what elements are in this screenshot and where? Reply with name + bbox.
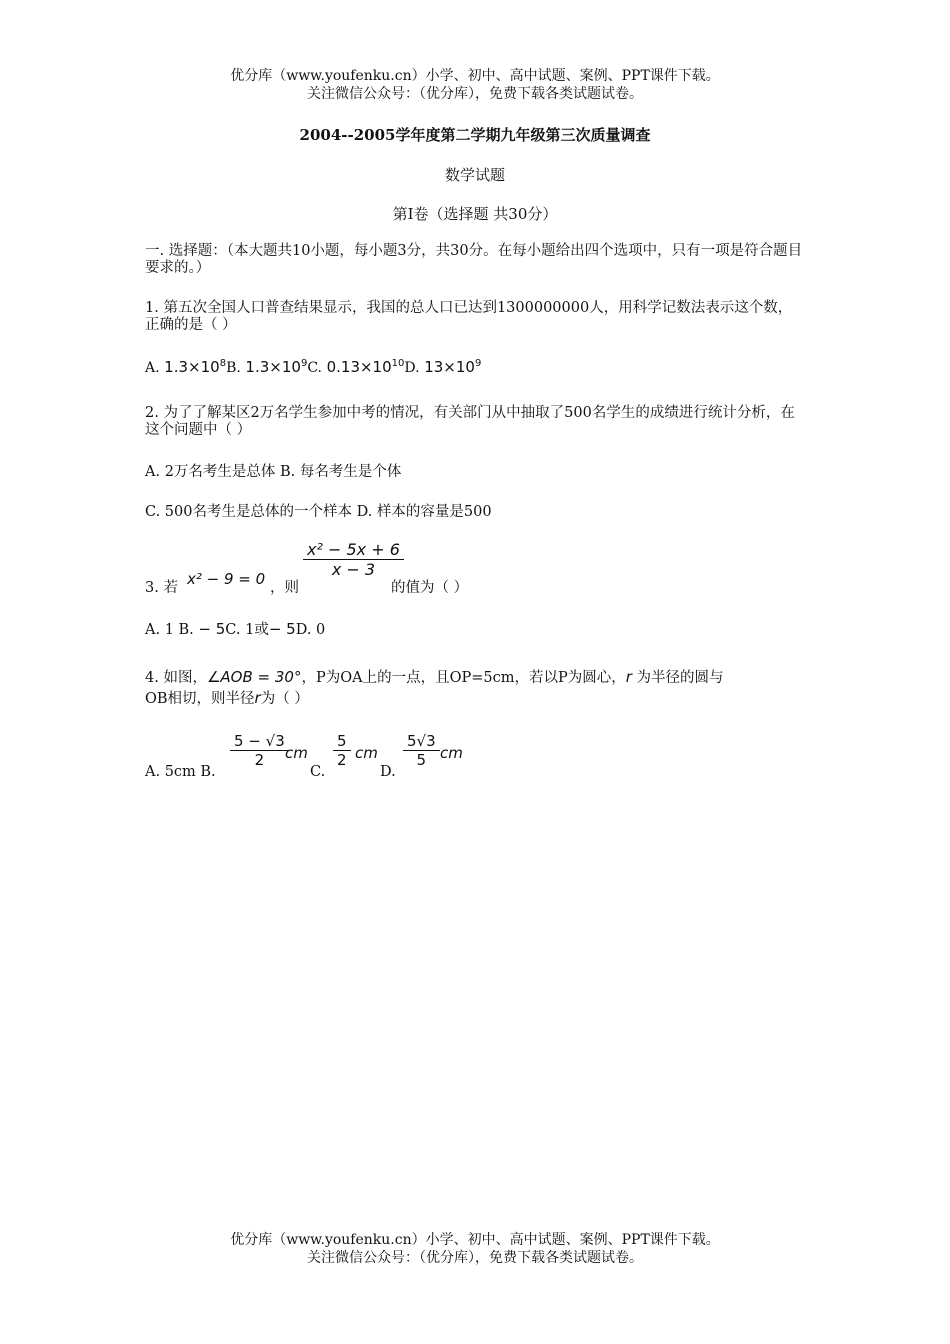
header-line-2: 关注微信公众号：（优分库），免费下载各类试题试卷。 (307, 86, 643, 102)
q3-fraction (303, 540, 404, 579)
q3-suffix: 的值为（ ） (391, 580, 469, 596)
exam-title: 2004--2005学年度第二学期九年级第三次质量调查 (299, 126, 651, 144)
q3-option-c-value: − 5 (268, 620, 296, 638)
q4-line2-a: OB相切，则半径 (145, 691, 255, 707)
question-4-stem-line-2 (145, 687, 309, 708)
q3-option-c-label: C. 1或 (225, 622, 269, 638)
question-2-options-row-2: C. 500名考生是总体的一个样本 D. 样本的容量是500 (145, 504, 492, 520)
question-2-options-row-1: A. 2万名考生是总体 B. 每名考生是个体 (145, 464, 402, 480)
q4-option-a: A. 5cm B. (145, 764, 216, 780)
subject-title: 数学试题 (444, 166, 505, 184)
q3-condition: x² − 9 = 0 (187, 570, 266, 588)
q3-mid: ，则 (270, 580, 299, 596)
q3-prefix: 3. 若 (145, 580, 178, 596)
q4-radius-symbol-2: r (254, 689, 261, 707)
footer-line-2: 关注微信公众号：（优分库），免费下载各类试题试卷。 (307, 1250, 643, 1266)
q4-line2-b: 为（ ） (260, 691, 309, 707)
q4-angle: ∠AOB = 30° (206, 668, 302, 686)
header-line-1: 优分库（www.youfenku.cn）小学、初中、高中试题、案例、PPT课件下载。 (230, 68, 720, 84)
q4-text-2: 为半径的圆与 (636, 670, 724, 686)
q3-option-a: A. 1 B. (145, 622, 194, 638)
q1-option-d-label: D. (404, 360, 420, 376)
q1-option-b-value: $1.3\times 10^9$ (245, 358, 308, 376)
q1-option-c-label: C. (307, 360, 322, 376)
q3-fraction-numerator: x² − 5x + 6 (303, 540, 404, 560)
q4-text-1: ，P为OA上的一点，且OP=5cm，若以P为圆心， (301, 670, 626, 686)
q3-option-b-value: − 5 (198, 620, 226, 638)
q1-option-d-value: $13\times 10^9$ (424, 358, 482, 376)
q4-option-c-fraction: $\frac{5}{2}$ (333, 732, 351, 769)
q4-option-b-fraction: $\frac{5 - √3}{2}$ (230, 732, 289, 769)
q1-option-c-value: $0.13\times 10^{10}$ (326, 358, 405, 376)
q4-option-d-unit: cm (440, 744, 463, 762)
question-3-options (145, 618, 325, 639)
q4-prefix: 4. 如图， (145, 670, 207, 686)
q3-fraction-denominator: x − 3 (331, 560, 376, 579)
q4-option-c-label: C. (310, 764, 326, 780)
part-title: 第Ⅰ卷（选择题 共30分） (392, 205, 558, 223)
q4-radius-symbol: r (625, 668, 632, 686)
q3-option-d: D. 0 (295, 622, 326, 638)
q1-option-a-value: $1.3\times 10^8$ (164, 358, 227, 376)
question-4-options (145, 728, 545, 780)
q4-option-d-label: D. (380, 764, 396, 780)
q4-option-c-unit: cm (355, 744, 378, 762)
footer-line-1: 优分库（www.youfenku.cn）小学、初中、高中试题、案例、PPT课件下载。 (230, 1232, 720, 1248)
question-4-stem-line-1 (145, 666, 724, 687)
q4-option-d-fraction: $\frac{5√3}{5}$ (403, 732, 440, 769)
section-intro: 一. 选择题：（本大题共10小题，每小题3分，共30分。在每小题给出四个选项中，只有一项是符合题目要求的。） (145, 243, 803, 276)
question-2-stem: 2. 为了了解某区2万名学生参加中考的情况，有关部门从中抽取了500名学生的成绩进行统计分析，在这个问题中（ ） (145, 405, 795, 438)
q4-option-b-unit: cm (285, 744, 308, 762)
question-1-options (145, 358, 481, 376)
q1-option-a-label: A. (145, 360, 160, 376)
q1-option-b-label: B. (226, 360, 241, 376)
question-1-stem: 1. 第五次全国人口普查结果显示，我国的总人口已达到1300000000人，用科学记数法表示这个数，正确的是（ ） (145, 300, 793, 333)
